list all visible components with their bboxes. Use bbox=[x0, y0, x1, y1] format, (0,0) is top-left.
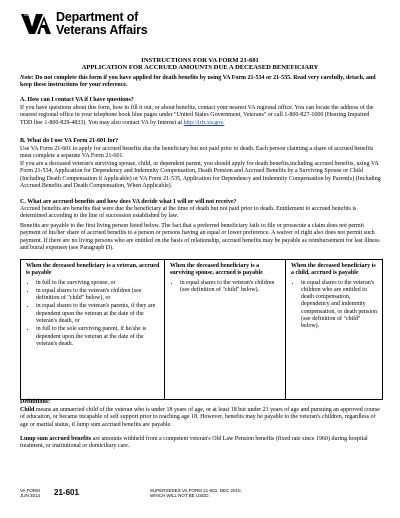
spouse-column bbox=[165, 260, 286, 400]
lump-sum-term: Lump sum accrued benefits bbox=[20, 436, 92, 442]
list-item: • in full to the sole surviving parent, if he/she is dependent upon the veteran at the date of the veteran's death. bbox=[36, 326, 160, 348]
table-row bbox=[21, 260, 383, 400]
child-column bbox=[286, 260, 383, 400]
footer-form-label bbox=[20, 488, 40, 498]
veteran-list bbox=[26, 280, 160, 349]
footer-form-number: 21-601 bbox=[54, 488, 79, 497]
child-list bbox=[291, 280, 378, 331]
section-a-body bbox=[20, 105, 383, 127]
section-a-text: If you have questions about this form, how to fill it out, or about benefits, contact your nearest VA regional office. You can locate the address of the nearest regional office in your telephone book blue pages under "United States Government, Veterans" or call 1-800-827-1000 (Hearing Impaired TDD line 1-800-829-4833). You may also contact VA by Internet at bbox=[20, 105, 374, 126]
veteran-column bbox=[21, 260, 165, 400]
section-b-body-1: Use VA Form 21-601 to apply for accrued benefits due the beneficiary but not paid prior to death. Each person claiming a share of accrued benefits must complete a separate VA Form 21-601. bbox=[20, 146, 374, 160]
list-item: • in equal shares to the veteran's children (see definition of "child" below). bbox=[180, 280, 281, 295]
child-term: Child bbox=[20, 407, 35, 413]
va-logo bbox=[20, 10, 200, 40]
supersedes-line-1: SUPERSEDES VA FORM 21-601, DEC 2010, bbox=[150, 488, 242, 493]
department-name bbox=[56, 11, 148, 37]
list-item: • in equal shares to the veteran's children (see definition of "child" below), or bbox=[36, 288, 160, 303]
note-text: Do not complete this form if you have applied for death benefits by using VA Form 21-534 or 21-535. Read very carefully, detach, and keep these instructions for your reference. bbox=[20, 75, 376, 89]
spouse-list bbox=[170, 280, 281, 295]
section-b-heading: B. What do I use VA Form 21-601 for? bbox=[20, 138, 119, 144]
form-title: INSTRUCTIONS FOR VA FORM 21-601 bbox=[141, 57, 259, 64]
section-a-heading: A. How can I contact VA if I have questions? bbox=[20, 97, 134, 103]
department-line-1: Department of bbox=[56, 10, 139, 24]
list-item: • in equal shares to the veteran's parents, if they are dependent upon the veteran at the date of the veteran's death, or bbox=[36, 303, 160, 325]
definitions-heading: Definitions: bbox=[20, 399, 50, 405]
succession-table bbox=[20, 259, 383, 400]
definition-lump-sum bbox=[20, 436, 383, 451]
footer-date: JUN 2014 bbox=[20, 493, 41, 498]
section-c-body-1: Accrued benefits are benefits that were due the beneficiary at the time of death but not paid prior to death. Entitlement to accrued benefits is determined according to the line of succession established by law. bbox=[20, 206, 357, 220]
iris-link[interactable]: http://iris.va.gov. bbox=[183, 119, 225, 126]
section-c-heading: C. What are accrued benefits and how does VA decide what I will or will not receive? bbox=[20, 199, 237, 205]
footer-supersedes bbox=[150, 488, 242, 498]
form-subtitle: APPLICATION FOR ACCRUED AMOUNTS DUE A DECEASED BENEFICIARY bbox=[81, 64, 319, 71]
lump-sum-definition-text: are amounts withheld from a competent veteran's Old Law Pension benefits (fixed rate since 1960) during hospital treatment, or institutional or domiciliary care. bbox=[20, 436, 368, 450]
note-paragraph bbox=[20, 75, 383, 90]
list-item: • in full to the surviving spouse, or bbox=[36, 280, 160, 287]
section-b-body-2: If you are a deceased veteran's surviving spouse, child, or dependent parent, you should apply for death benefits,including accrued benefits, using VA Form 21-534, Application for Dependency and Indemnity Compensation, Death Pension and Accrued Benefits by a Surviving Spouse or Child (Including Death Compensation if Applicable) or VA Form 21-535, Application for Dependency and Indemnity Compensation by Parent(s) (Including Accrued Benefits and Death Compensation, When Applicable). bbox=[20, 161, 381, 190]
note-label: Note: bbox=[20, 75, 34, 81]
child-column-heading: When the deceased beneficiary is a child, accrued is payable bbox=[291, 263, 376, 277]
va-seal-icon bbox=[20, 12, 52, 36]
list-item: • in equal shares to the veteran's children who are entitled to death compensation, dependency and indemnity compensation, or death pension (see definition of "child" below). bbox=[301, 280, 378, 331]
section-c-body-2: Benefits are payable to the first living person listed below. The fact that a preferred beneficiary fails to file or prosecute a claim does not permit payment of his/her share of accrued benefits to a person or persons having an equal or lower preference. A waiver of right also does not permit such payment. If there are no living persons who are entitled on the basis of relationship, accrued benefits may be payable as reimbursement for last illness and burial expenses (see Paragraph D). bbox=[20, 223, 380, 252]
definition-child bbox=[20, 407, 383, 429]
footer-va-form: VA FORM bbox=[20, 488, 40, 493]
supersedes-line-2: WHICH WILL NOT BE USED. bbox=[150, 493, 210, 498]
spouse-column-heading: When the deceased beneficiary is a surviving spouse, accrued is payable bbox=[170, 263, 263, 277]
child-definition-text: means an unmarried child of the veteran who is under 18 years of age, or at least 18 but under 23 years of age and pursuing an approved course of education, or became incapable of self support prior to reaching age 18. However, benefits may be payable to the veteran's children, regardless of age or marital status, if lump sum accrued benefits are payable. bbox=[20, 407, 380, 428]
veteran-column-heading: When the deceased beneficiary is a veteran, accrued is payable bbox=[26, 263, 160, 277]
department-line-2: Veterans Affairs bbox=[56, 23, 148, 37]
